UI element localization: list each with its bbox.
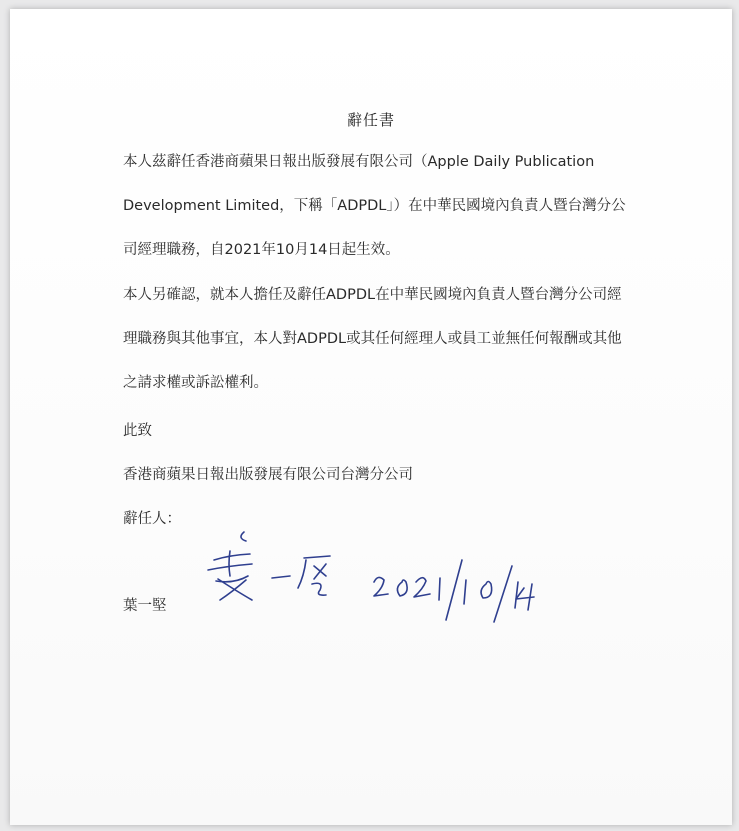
paragraph-line: 之請求權或訴訟權利。 (123, 375, 268, 391)
signer-name: 葉一堅 (123, 598, 167, 614)
paragraph-line: 司經理職務，自2021年10月14日起生效。 (123, 242, 400, 258)
paragraph-line: 本人另確認，就本人擔任及辭任ADPDL在中華民國境內負責人暨台灣分公司經 (123, 287, 622, 303)
document-title: 辭任書 (346, 111, 395, 129)
document-page (10, 9, 732, 825)
resignee-label: 辭任人： (123, 511, 181, 527)
handwritten-signature-and-date (200, 524, 550, 624)
paragraph-line: 理職務與其他事宜，本人對ADPDL或其任何經理人或員工並無任何報酬或其他 (123, 331, 622, 347)
paragraph-line: 本人茲辭任香港商蘋果日報出版發展有限公司（Apple Daily Publication (123, 154, 595, 170)
closing-text: 此致 (123, 423, 152, 439)
recipient-text: 香港商蘋果日報出版發展有限公司台灣分公司 (123, 467, 413, 483)
confirmation-paragraph (123, 273, 643, 405)
paragraph-line: Development Limited，下稱「ADPDL」）在中華民國境內負責人暨台灣分公 (123, 198, 626, 214)
resignation-paragraph (123, 140, 643, 272)
